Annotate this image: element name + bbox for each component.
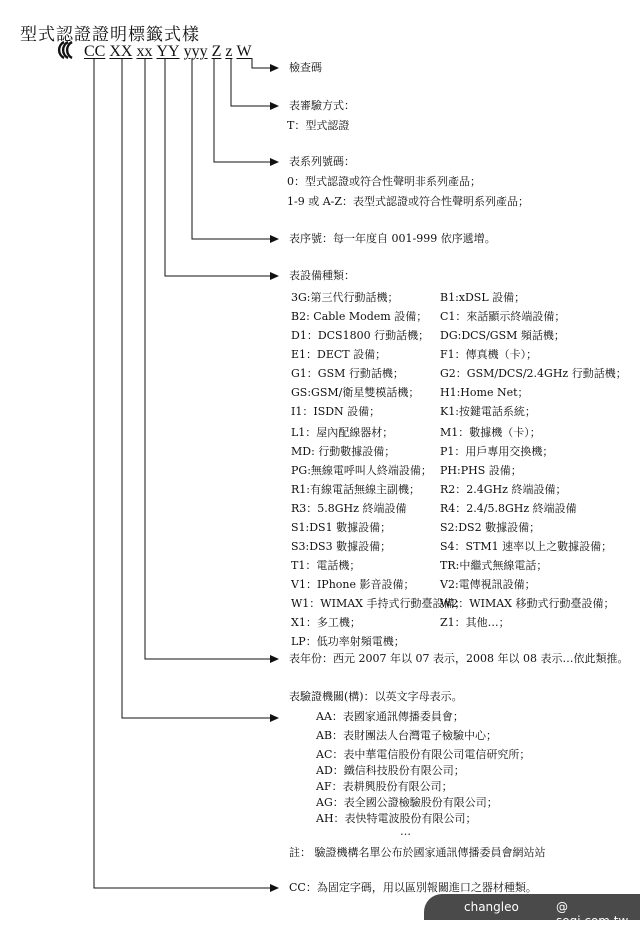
arrow-check-code [252,58,278,68]
device-type-item-left: E1：DECT 設備； [291,348,387,361]
device-type-item-left: I1：ISDN 設備； [291,405,381,418]
check-code-label: 檢查碼 [289,61,322,74]
device-type-item-right: S4：STM1 速率以上之數據設備； [440,540,613,553]
cc-label: CC：為固定字碼，用以區別報關進口之器材種類。 [289,881,537,894]
arrow-approval [231,58,278,106]
device-type-item-right: S2:DS2 數據設備； [440,521,541,534]
code-segment-z: z [225,43,233,60]
device-type-item-right: K1:按鍵電話系統； [440,405,536,418]
code-segment-yyy: yyy [183,43,208,60]
approval-label: 表審驗方式： [289,99,355,112]
device-type-item-right: M1：數據機（卡）； [440,426,541,439]
device-type-item-right: F1：傳真機（卡）； [440,348,538,361]
device-type-item-left: R1:有線電話無線主副機； [291,483,420,496]
series-label: 表系列號碼： [289,155,355,168]
serial-label: 表序號：每一年度自 001-999 依序遞增。 [289,232,496,245]
device-type-item-left: D1：DCS1800 行動話機； [291,329,430,342]
device-type-item-right: TR:中繼式無線電話； [440,559,548,572]
device-type-item-left: LP：低功率射頻電機； [291,635,405,648]
agency-item: AD：鐵信科技股份有限公司； [316,764,465,777]
series-line-1: 0：型式認證或符合性聲明非系列產品； [287,175,481,188]
device-type-item-left: T1：電話機； [291,559,361,572]
device-type-item-right: R2：2.4GHz 終端設備； [440,483,567,496]
device-type-item-right: H1:Home Net； [440,386,529,399]
device-type-item-right: DG:DCS/GSM 頻話機； [440,329,565,342]
device-type-item-right: PH:PHS 設備； [440,464,522,477]
agency-note: 註： 驗證機構名單公布於國家通訊傳播委員會網站站 [289,846,546,859]
code-segment-xx: xx [136,43,153,60]
device-type-item-right: Z1：其他…； [440,616,510,629]
arrow-serial [192,58,278,239]
agency-item: AF：表耕興股份有限公司； [316,780,453,793]
device-type-item-left: W1：WIMAX 手持式行動臺設備； [291,597,466,610]
device-type-item-left: B2: Cable Modem 設備； [291,310,428,323]
code-segment-W: W [236,43,252,60]
device-type-item-left: S1:DS1 數據設備； [291,521,392,534]
device-type-label: 表設備種類： [289,269,355,282]
device-type-item-right: P1：用戶專用交換機； [440,445,554,458]
device-type-item-right: V2:電傳視訊設備； [440,578,536,591]
device-type-item-right: R4：2.4/5.8GHz 終端設備 [440,502,577,515]
year-label: 表年份：西元 2007 年以 07 表示，2008 年以 08 表示…依此類推。 [289,652,629,665]
device-type-item-left: L1：屋內配線器材； [291,426,394,439]
agency-item: AC：表中華電信股份有限公司電信研究所； [316,748,531,761]
series-line-2: 1-9 或 A-Z：表型式認證或符合性聲明系列產品； [287,195,530,208]
device-type-item-left: 3G:第三代行動話機； [291,291,399,304]
code-segment-cc: CC [84,43,106,60]
agency-item: AH：表快特電波股份有限公司； [316,812,477,825]
device-type-item-left: PG:無線電呼叫人終端設備； [291,464,432,477]
code-segment-YY: YY [156,43,180,60]
page-title: 型式認證證明標籤式樣 [20,25,200,45]
device-type-item-left: V1：IPhone 影音設備； [291,578,415,591]
agency-ellipsis: … [400,825,411,838]
watermark-bar [424,894,640,928]
device-type-item-right: C1：來話顯示終端設備； [440,310,566,323]
watermark-user: changleo [464,900,519,914]
agency-label: 表驗證機關(構)：以英文字母表示。 [289,690,463,703]
device-type-item-left: GS:GSM/衛星雙模話機； [291,386,420,399]
arrow-series [214,58,278,162]
watermark-site: @ sogi.com.tw [556,900,629,928]
device-type-item-right: G2：GSM/DCS/2.4GHz 行動話機； [440,367,627,380]
agency-item: AB：表財團法人台灣電子檢驗中心； [316,729,498,742]
device-type-item-left: S3:DS3 數據設備； [291,540,392,553]
code-segment-XX: XX [109,43,133,60]
device-type-item-left: X1：多工機； [291,616,361,629]
arrow-device-type [165,58,278,276]
code-segment-Z: Z [211,43,222,60]
device-type-item-right: B1:xDSL 設備； [440,291,526,304]
device-type-item-right: W2：WIMAX 移動式行動臺設備； [440,597,615,610]
agency-item: AG：表全國公證檢驗股份有限公司； [316,796,498,809]
device-type-item-left: R3：5.8GHz 終端設備 [291,502,407,515]
agency-item: AA：表國家通訊傳播委員會； [316,710,464,723]
approval-line: T：型式認證 [287,119,350,132]
device-type-item-left: MD: 行動數據設備； [291,445,396,458]
device-type-item-left: G1：GSM 行動話機； [291,367,404,380]
